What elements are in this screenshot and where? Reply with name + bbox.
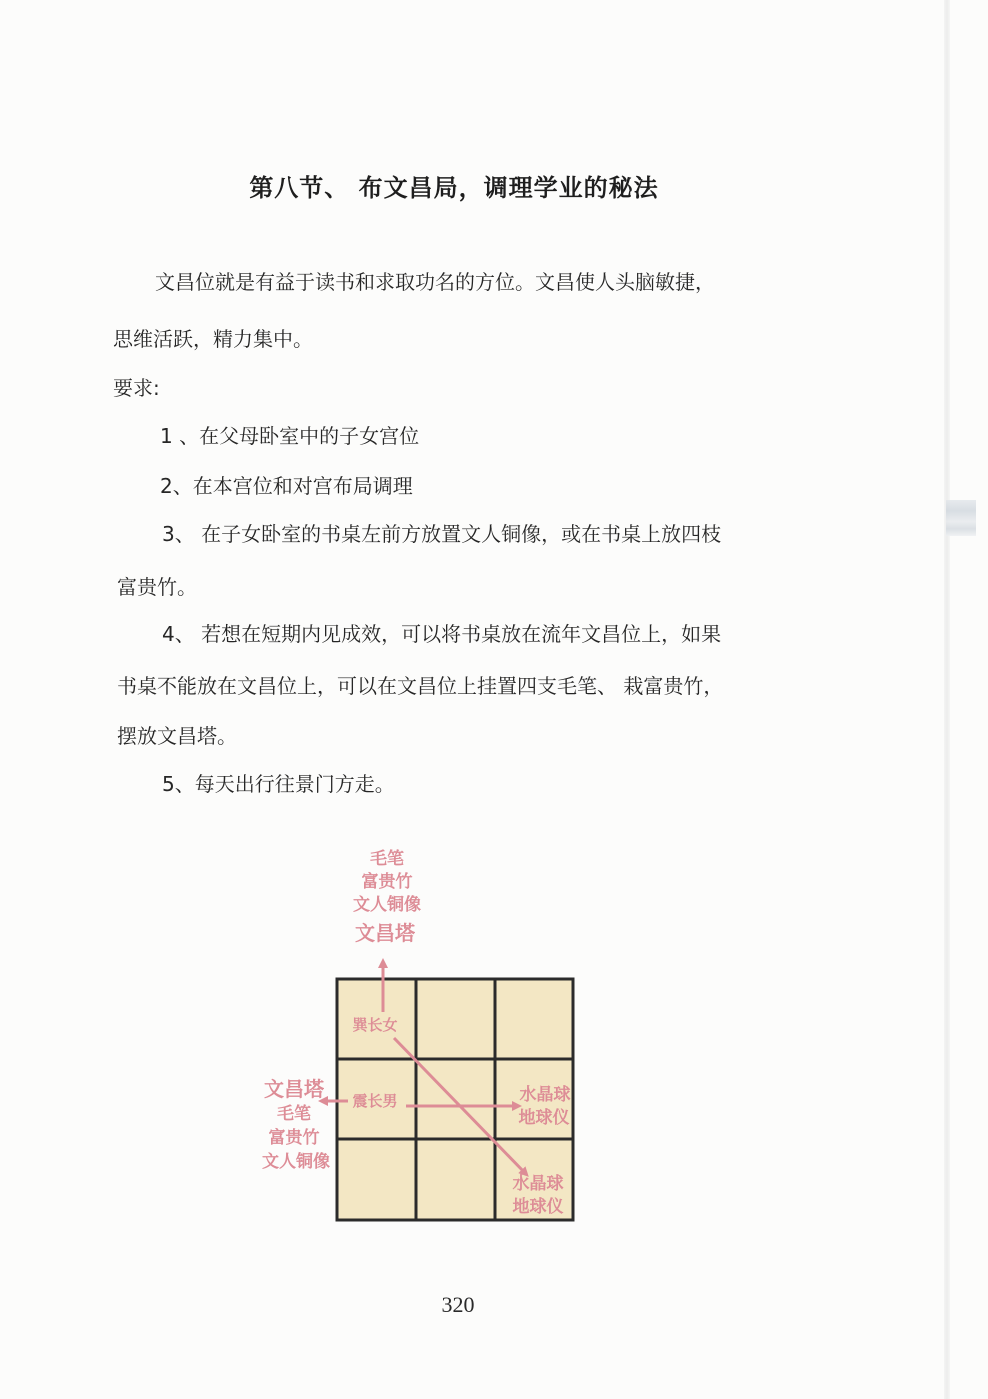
top-label-4: 文昌塔	[355, 921, 415, 945]
intro-line-2: 思维活跃，精力集中。	[113, 327, 313, 351]
requirement-item-2: 2、在本宫位和对宫布局调理	[160, 474, 413, 498]
requirements-label: 要求:	[113, 376, 160, 400]
bottom-right-label-1: 水晶球	[512, 1174, 564, 1194]
left-label-1: 文昌塔	[264, 1077, 324, 1101]
cell-label-zhen: 震长男	[352, 1092, 398, 1110]
requirement-item-3: 3、 在子女卧室的书桌左前方放置文人铜像，或在书桌上放四枝	[162, 522, 722, 546]
left-label-3: 富贵竹	[268, 1128, 320, 1148]
wenchang-layout-diagram	[250, 840, 590, 1240]
intro-line-1: 文昌位就是有益于读书和求取功名的方位。文昌使人头脑敏捷，	[155, 270, 715, 294]
top-label-1: 毛笔	[370, 849, 404, 869]
requirement-item-3-cont: 富贵竹。	[117, 575, 197, 599]
requirement-item-4-cont-2: 摆放文昌塔。	[117, 724, 237, 748]
left-label-2: 毛笔	[277, 1104, 311, 1124]
right-label-2: 地球仪	[518, 1108, 570, 1128]
scan-edge	[944, 0, 950, 1399]
left-label-4: 文人铜像	[262, 1152, 330, 1172]
cell-label-xun: 巽长女	[352, 1016, 398, 1034]
section-title: 第八节、 布文昌局，调理学业的秘法	[249, 174, 659, 202]
scan-artifact	[946, 500, 976, 536]
top-label-3: 文人铜像	[353, 895, 421, 915]
requirement-item-4-cont-1: 书桌不能放在文昌位上，可以在文昌位上挂置四支毛笔、 栽富贵竹，	[117, 674, 724, 698]
bottom-right-label-2: 地球仪	[512, 1197, 564, 1217]
requirement-item-4: 4、 若想在短期内见成效，可以将书桌放在流年文昌位上，如果	[162, 622, 722, 646]
requirement-item-5: 5、每天出行往景门方走。	[162, 772, 395, 796]
requirement-item-1: 1 、在父母卧室中的子女宫位	[160, 424, 420, 448]
right-label-1: 水晶球	[519, 1085, 571, 1105]
page-number: 320	[441, 1292, 475, 1317]
top-label-2: 富贵竹	[361, 872, 413, 892]
